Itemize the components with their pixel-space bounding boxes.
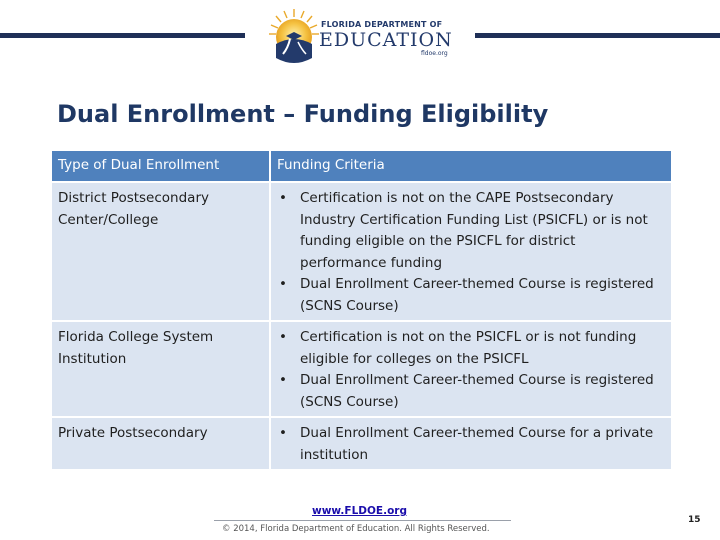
- logo-department-text: FLORIDA DEPARTMENT OF: [321, 20, 443, 29]
- logo-url-text: fldoe.org: [421, 50, 448, 57]
- bullet-icon: •: [279, 425, 287, 441]
- header-rule-right: [475, 33, 720, 38]
- funding-eligibility-table: [50, 149, 673, 471]
- row-criteria-cell: [270, 321, 672, 417]
- fldoe-website-link[interactable]: www.FLDOE.org: [312, 505, 407, 517]
- criteria-text: Dual Enrollment Career-themed Course for a private institution: [300, 425, 654, 463]
- table-header-row: [51, 150, 672, 182]
- row-criteria-cell: [270, 417, 672, 470]
- column-header-criteria: Funding Criteria: [270, 150, 672, 182]
- column-header-type: Type of Dual Enrollment: [51, 150, 270, 182]
- table-row: [51, 182, 672, 321]
- bullet-icon: •: [279, 372, 287, 388]
- table-row: [51, 321, 672, 417]
- logo-education-text: EDUCATION: [319, 29, 453, 51]
- bullet-icon: •: [279, 276, 287, 292]
- row-type-cell: District Postsecondary Center/College: [51, 182, 270, 321]
- criteria-bullet: [277, 370, 665, 413]
- sun-seal-icon: [266, 6, 322, 68]
- criteria-text: Dual Enrollment Career-themed Course is registered (SCNS Course): [300, 372, 654, 410]
- criteria-text: Certification is not on the CAPE Postsecondary Industry Certification Funding List (PSICFL) or is not funding eligible on the PSICFL for district performance funding: [300, 190, 648, 271]
- row-criteria-cell: [270, 182, 672, 321]
- criteria-bullet: [277, 274, 665, 317]
- criteria-bullet: [277, 423, 665, 466]
- bullet-icon: •: [279, 329, 287, 345]
- criteria-bullet: [277, 188, 665, 274]
- slide-title: Dual Enrollment – Funding Eligibility: [57, 100, 549, 128]
- criteria-text: Certification is not on the PSICFL or is not funding eligible for colleges on the PSICFL: [300, 329, 637, 367]
- header-rule-left: [0, 33, 245, 38]
- bullet-icon: •: [279, 190, 287, 206]
- fldoe-logo: [266, 6, 456, 68]
- page-number: 15: [688, 515, 701, 525]
- criteria-bullet: [277, 327, 665, 370]
- copyright-text: © 2014, Florida Department of Education. All Rights Reserved.: [222, 524, 490, 534]
- criteria-text: Dual Enrollment Career-themed Course is registered (SCNS Course): [300, 276, 654, 314]
- row-type-cell: Florida College System Institution: [51, 321, 270, 417]
- row-type-cell: Private Postsecondary: [51, 417, 270, 470]
- footer-divider: [214, 520, 511, 521]
- table-row: [51, 417, 672, 470]
